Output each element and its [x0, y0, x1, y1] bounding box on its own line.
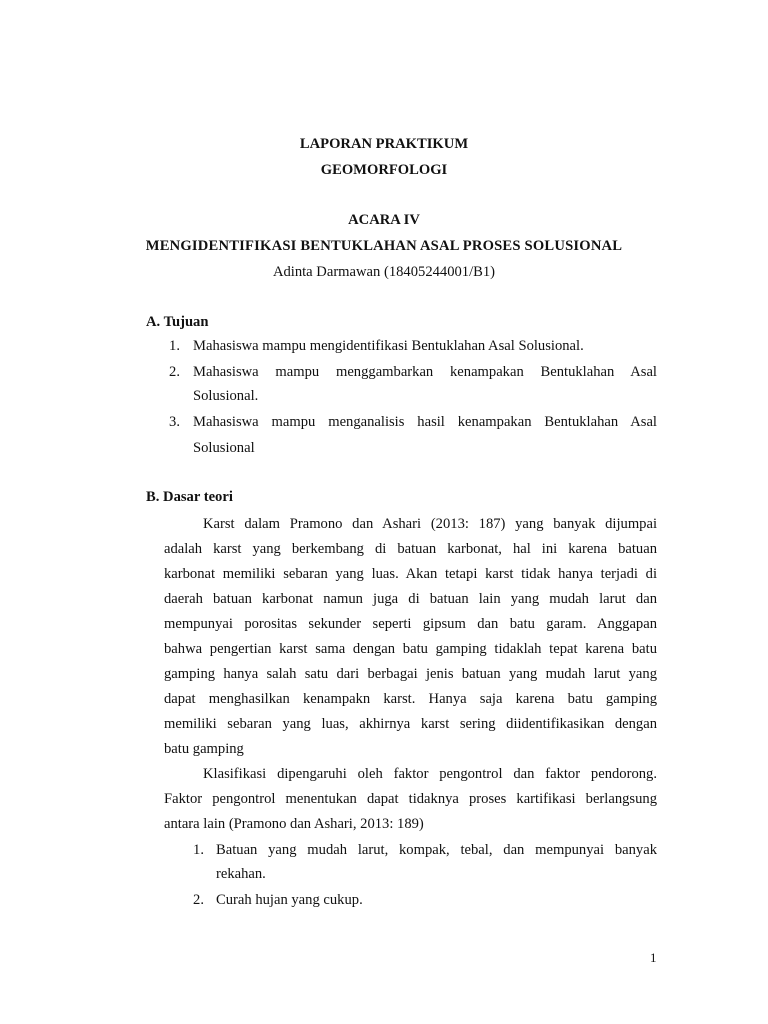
report-title: LAPORAN PRAKTIKUM — [299, 136, 469, 152]
paragraph-line: bahwa pengertian karst sama dengan batu gamping tidaklah tepat karena batu — [164, 641, 657, 657]
list-item-text-cont: rekahan. — [216, 866, 266, 882]
list-item-number: 3. — [169, 414, 180, 430]
section-a-heading: A. Tujuan — [146, 314, 209, 330]
acara-subject: MENGIDENTIFIKASI BENTUKLAHAN ASAL PROSES SOLUSIONAL — [145, 238, 623, 254]
paragraph-line: dapat menghasilkan kenampakn karst. Hanya saja karena batu gamping — [164, 691, 657, 707]
acara-label: ACARA IV — [348, 212, 420, 228]
paragraph-line: adalah karst yang berkembang di batuan karbonat, hal ini karena batuan — [164, 541, 657, 557]
list-item-number: 2. — [169, 364, 180, 380]
paragraph-line: gamping hanya salah satu dari berbagai jenis batuan yang mudah larut yang — [164, 666, 657, 682]
section-b-heading: B. Dasar teori — [146, 489, 233, 505]
report-subtitle: GEOMORFOLOGI — [320, 162, 448, 178]
paragraph-line: antara lain (Pramono dan Ashari, 2013: 189) — [164, 816, 424, 832]
list-item-text-cont: Solusional. — [193, 388, 259, 404]
list-item-text: Mahasiswa mampu menggambarkan kenampakan Bentuklahan Asal — [193, 364, 657, 380]
paragraph-line: Faktor pengontrol menentukan dapat tidaknya proses kartifikasi berlangsung — [164, 791, 657, 807]
list-item-number: 2. — [193, 892, 204, 908]
paragraph-line: Klasifikasi dipengaruhi oleh faktor pengontrol dan faktor pendorong. — [203, 766, 657, 782]
paragraph-line: Karst dalam Pramono dan Ashari (2013: 187) yang banyak dijumpai — [203, 516, 657, 532]
list-item-number: 1. — [169, 338, 180, 354]
paragraph-line: karbonat memiliki sebaran yang luas. Akan tetapi karst tidak hanya terjadi di — [164, 566, 657, 582]
list-item-text: Curah hujan yang cukup. — [216, 892, 363, 908]
page-number: 1 — [650, 950, 657, 965]
paragraph-line: memiliki sebaran yang luas, akhirnya karst sering diidentifikasikan dengan — [164, 716, 657, 732]
list-item-number: 1. — [193, 842, 204, 858]
list-item-text: Batuan yang mudah larut, kompak, tebal, dan mempunyai banyak — [216, 842, 657, 858]
paragraph-line: batu gamping — [164, 741, 244, 757]
author-line: Adinta Darmawan (18405244001/B1) — [272, 264, 496, 280]
paragraph-line: mempunyai porositas sekunder seperti gipsum dan batu garam. Anggapan — [164, 616, 657, 632]
list-item-text-cont: Solusional — [193, 440, 255, 456]
list-item-text: Mahasiswa mampu menganalisis hasil kenampakan Bentuklahan Asal — [193, 414, 657, 430]
paragraph-line: daerah batuan karbonat namun juga di batuan lain yang mudah larut dan — [164, 591, 657, 607]
list-item-text: Mahasiswa mampu mengidentifikasi Bentuklahan Asal Solusional. — [193, 338, 584, 354]
